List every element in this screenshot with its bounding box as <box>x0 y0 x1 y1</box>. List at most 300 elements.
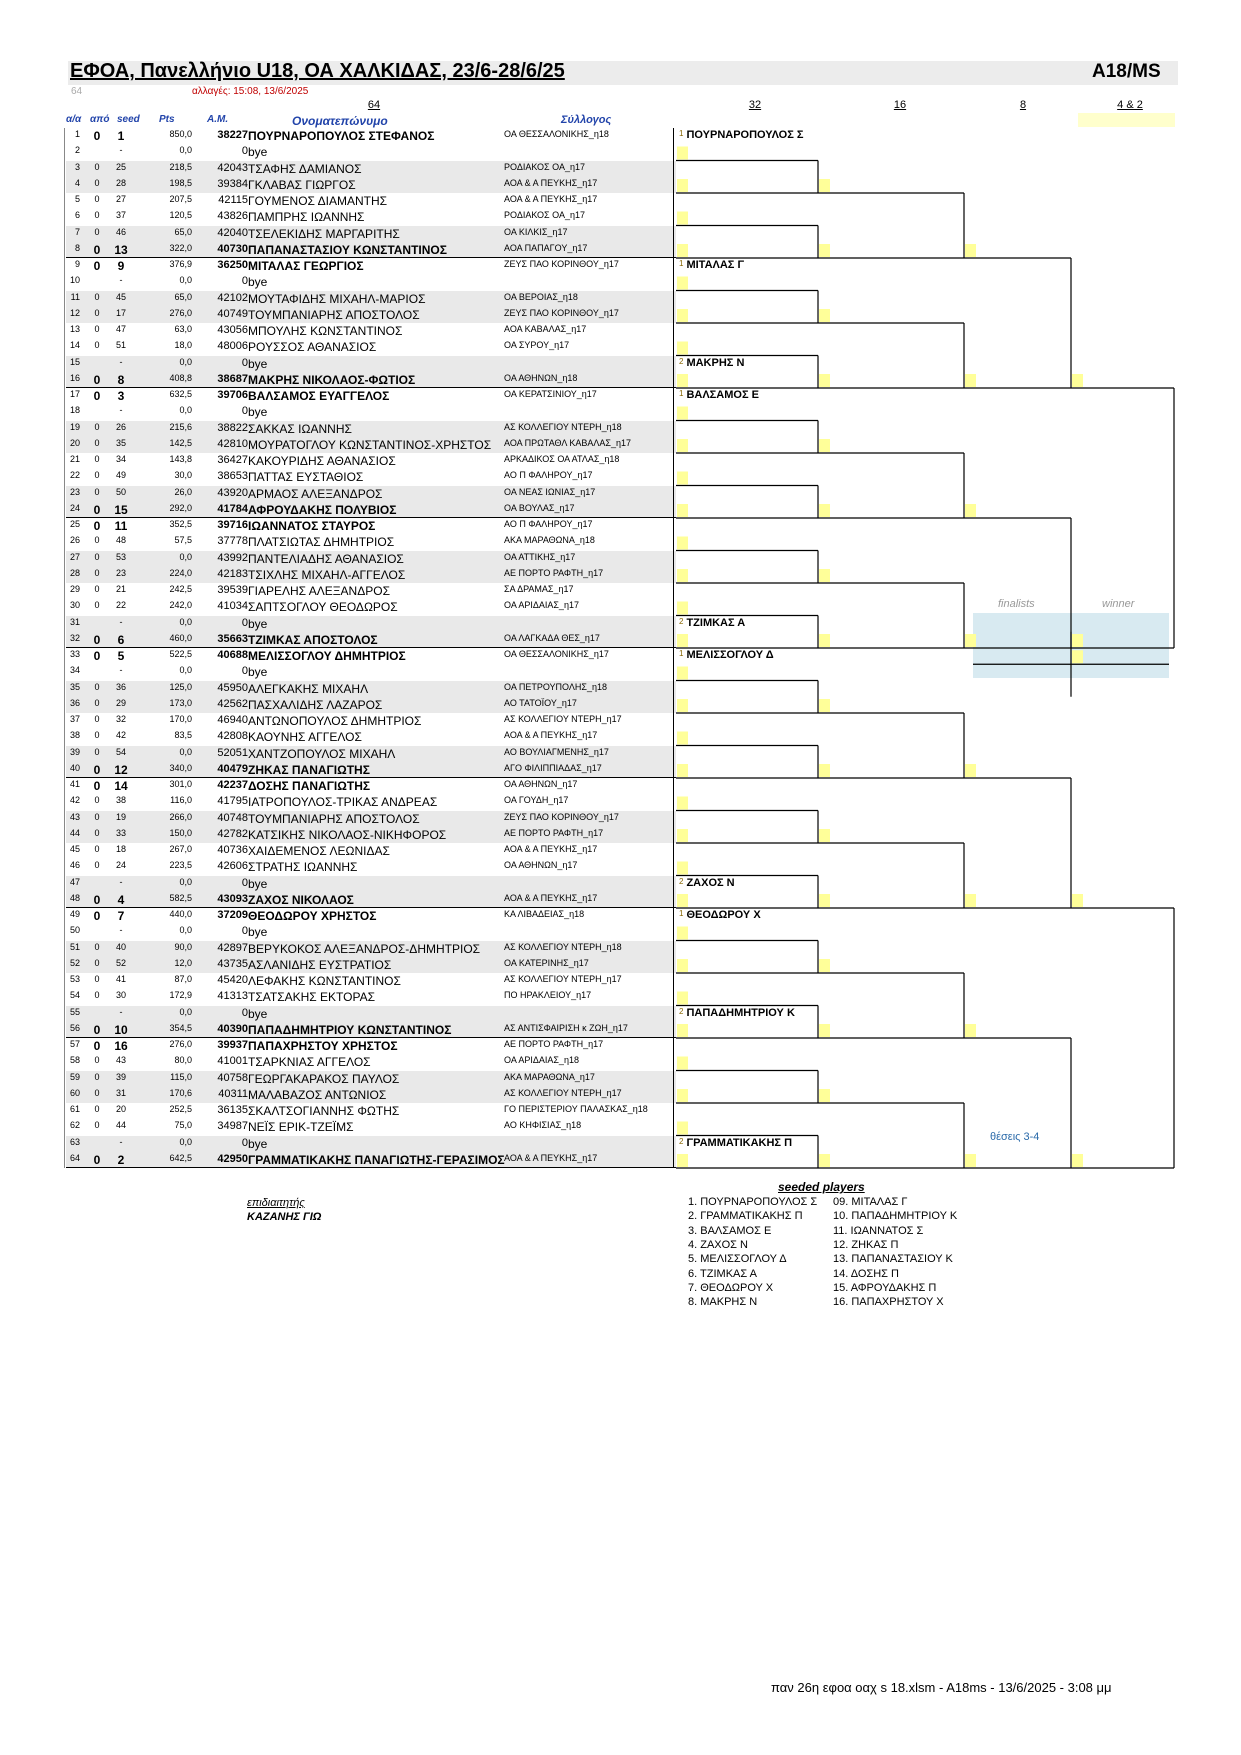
player-seed: 26 <box>115 421 126 432</box>
bracket-marker <box>819 764 830 777</box>
player-name: ΤΣΑΦΗΣ ΔΑΜΙΑΝΟΣ <box>248 161 362 176</box>
player-seed: 33 <box>115 827 126 838</box>
player-name: ΣΚΑΛΤΣΟΓΙΑΝΝΗΣ ΦΩΤΗΣ <box>248 1104 400 1118</box>
round32-name: ΜΙΤΑΛΑΣ Γ <box>686 259 745 271</box>
player-apo: 0 <box>94 437 100 448</box>
player-pts: 125,0 <box>169 681 192 692</box>
player-am: 36250 <box>217 259 248 271</box>
bracket-marker <box>819 244 830 257</box>
player-am: 39937 <box>217 1039 248 1051</box>
round32-player <box>679 1007 795 1019</box>
player-club: ΟΑ ΘΕΣΣΑΛΟΝΙΚΗΣ_η17 <box>504 649 609 659</box>
player-pts: 242,5 <box>169 584 192 594</box>
player-name: ΘΕΟΔΩΡΟΥ ΧΡΗΣΤΟΣ <box>248 909 377 923</box>
player-am: 39384 <box>217 177 248 190</box>
player-name: ΠΑΠΑΔΗΜΗΤΡΙΟΥ ΚΩΝΣΤΑΝΤΙΝΟΣ <box>248 1022 452 1037</box>
player-seed: 37 <box>115 210 126 221</box>
round32-player <box>679 129 804 141</box>
player-pts: 242,0 <box>169 600 192 611</box>
referee-title: επιδιαιτητής <box>247 1197 305 1209</box>
player-seed: 14 <box>114 779 128 793</box>
player-name: ΜΠΟΥΛΗΣ ΚΩΝΣΤΑΝΤΙΝΟΣ <box>248 324 403 338</box>
event-code: A18/MS <box>1092 61 1161 82</box>
round32-player <box>679 259 744 271</box>
player-aa: 21 <box>69 454 80 464</box>
player-seed: 43 <box>115 1055 126 1066</box>
player-aa: 19 <box>69 421 80 432</box>
player-seed: 1 <box>117 129 125 143</box>
seeded-player: 15. ΑΦΡΟΥΔΑΚΗΣ Π <box>833 1281 937 1294</box>
player-pts: 0,0 <box>179 665 192 676</box>
player-aa: 35 <box>69 681 80 692</box>
player-apo: 0 <box>94 811 100 822</box>
player-name: ΣΤΡΑΤΗΣ ΙΩΑΝΝΗΣ <box>248 860 358 875</box>
player-aa: 56 <box>69 1022 80 1033</box>
bracket-marker <box>1072 374 1083 387</box>
player-aa: 40 <box>69 762 80 773</box>
player-name: ΑΡΜΑΟΣ ΑΛΕΞΑΝΔΡΟΣ <box>248 486 383 501</box>
player-pts: 150,0 <box>169 827 192 838</box>
player-seed: 8 <box>117 372 125 387</box>
player-aa: 43 <box>69 811 80 822</box>
player-seed: 48 <box>115 535 126 546</box>
third-place-label: θέσεις 3-4 <box>990 1131 1040 1143</box>
player-am: 40688 <box>217 649 248 661</box>
player-name: bye <box>248 665 268 680</box>
player-name: ΙΩΑΝΝΑΤΟΣ ΣΤΑΥΡΟΣ <box>248 519 376 533</box>
round32-name: ΜΕΛΙΣΣΟΓΛΟΥ Δ <box>686 649 774 661</box>
seeded-player: 3. ΒΑΛΣΑΜΟΣ Ε <box>688 1224 772 1237</box>
seeded-player: 8. ΜΑΚΡΗΣ Ν <box>688 1296 758 1309</box>
bracket-marker <box>819 959 830 972</box>
player-pts: 223,5 <box>169 860 192 871</box>
player-pts: 0,0 <box>179 1006 192 1017</box>
player-club: ΟΑ ΝΕΑΣ ΙΩΝΙΑΣ_η17 <box>504 486 596 497</box>
player-pts: 173,0 <box>169 697 192 708</box>
player-seed: 20 <box>115 1104 126 1114</box>
bracket-marker <box>965 764 976 777</box>
round32-tag: 1 <box>679 389 684 398</box>
player-seed: 6 <box>117 632 125 647</box>
player-pts: 0,0 <box>179 405 192 416</box>
bracket-marker <box>677 927 688 940</box>
bracket-marker <box>819 1024 830 1037</box>
bracket-marker <box>677 1089 688 1102</box>
player-aa: 64 <box>69 1152 80 1163</box>
player-club: ΑΡΚΑΔΙΚΟΣ ΟΑ ΑΤΛΑΣ_η18 <box>504 454 620 464</box>
col-header-club: Σύλλογος <box>561 114 612 126</box>
bracket-marker <box>819 1089 830 1102</box>
bracket-marker <box>677 894 688 907</box>
player-pts: 267,0 <box>169 844 192 854</box>
player-seed: 45 <box>115 291 126 302</box>
bracket-marker <box>677 504 688 517</box>
player-name: ΣΑΚΚΑΣ ΙΩΑΝΝΗΣ <box>248 421 352 436</box>
bracket-marker <box>677 277 688 290</box>
player-pts: 224,0 <box>169 567 192 578</box>
player-club: ΑΟΑ & Α ΠΕΥΚΗΣ_η17 <box>504 730 598 741</box>
player-club: ΟΑ ΑΘΗΝΩΝ_η18 <box>504 372 578 383</box>
player-am: 48006 <box>217 340 248 353</box>
player-am: 38653 <box>217 470 248 483</box>
player-name: ΠΑΝΤΕΛΙΑΔΗΣ ΑΘΑΝΑΣΙΟΣ <box>248 551 404 566</box>
player-apo: 0 <box>94 486 100 497</box>
player-seed: 11 <box>114 519 128 533</box>
bracket-marker <box>677 472 688 485</box>
player-seed: - <box>119 145 123 156</box>
col-header-apo: από <box>90 114 110 125</box>
player-apo: 0 <box>93 1152 101 1167</box>
player-pts: 90,0 <box>174 941 192 952</box>
player-seed: 29 <box>115 697 126 708</box>
player-pts: 354,5 <box>169 1022 192 1033</box>
player-pts: 850,0 <box>169 129 192 139</box>
player-name: ΠΟΥΡΝΑΡΟΠΟΥΛΟΣ ΣΤΕΦΑΝΟΣ <box>248 129 435 143</box>
player-aa: 32 <box>69 632 80 643</box>
player-seed: 3 <box>117 389 125 403</box>
player-aa: 41 <box>69 779 80 789</box>
player-name: ΠΑΜΠΡΗΣ ΙΩΑΝΝΗΣ <box>248 210 365 225</box>
player-aa: 55 <box>69 1006 80 1017</box>
player-pts: 115,0 <box>170 1071 192 1082</box>
player-am: 0 <box>241 405 248 418</box>
player-apo: 0 <box>94 827 100 838</box>
player-name: bye <box>248 356 268 371</box>
player-apo: 0 <box>94 470 100 481</box>
player-seed: 22 <box>115 600 126 611</box>
bracket-marker <box>677 309 688 322</box>
player-apo: 0 <box>94 226 100 237</box>
player-seed: 35 <box>115 437 126 448</box>
player-pts: 0,0 <box>179 746 192 757</box>
bracket-marker <box>965 504 976 517</box>
player-aa: 51 <box>69 941 80 952</box>
player-seed: 18 <box>115 844 126 854</box>
player-seed: 5 <box>117 649 125 663</box>
seeded-player: 1. ΠΟΥΡΝΑΡΟΠΟΥΛΟΣ Σ <box>688 1196 818 1208</box>
player-club: ΟΑ ΛΑΓΚΑΔΑ ΘΕΣ_η17 <box>504 632 600 643</box>
player-club: ΖΕΥΣ ΠΑΟ ΚΟΡΙΝΘΟΥ_η17 <box>504 259 619 269</box>
player-pts: 170,6 <box>169 1087 192 1098</box>
player-aa: 31 <box>69 616 80 627</box>
player-name: bye <box>248 1136 268 1151</box>
player-club: ΟΑ ΒΟΥΛΑΣ_η17 <box>504 502 575 513</box>
player-aa: 27 <box>69 551 80 562</box>
player-pts: 642,5 <box>169 1152 192 1163</box>
player-club: ΚΑ ΛΙΒΑΔΕΙΑΣ_η18 <box>504 909 585 919</box>
player-am: 43735 <box>217 957 248 970</box>
round32-tag: 2 <box>679 1006 684 1016</box>
player-am: 42040 <box>217 226 248 239</box>
player-apo: 0 <box>94 421 100 432</box>
player-aa: 3 <box>74 161 80 172</box>
player-aa: 18 <box>69 405 80 416</box>
round32-name: ΠΑΠΑΔΗΜΗΤΡΙΟΥ Κ <box>686 1006 795 1019</box>
player-apo: 0 <box>94 551 100 562</box>
player-club: ΑΚΑ ΜΑΡΑΘΩΝΑ_η17 <box>504 1071 595 1082</box>
player-pts: 440,0 <box>169 909 192 919</box>
player-pts: 266,0 <box>169 811 192 822</box>
player-name: bye <box>248 925 268 940</box>
bracket-marker <box>677 212 688 225</box>
player-club: ΑΕ ΠΟΡΤΟ ΡΑΦΤΗ_η17 <box>504 827 604 838</box>
player-name: ΓΙΑΡΕΛΗΣ ΑΛΕΞΑΝΔΡΟΣ <box>248 584 390 598</box>
player-seed: 21 <box>115 584 126 594</box>
round-header-8: 8 <box>1019 99 1027 111</box>
player-am: 39716 <box>217 519 248 531</box>
player-am: 0 <box>241 1006 248 1019</box>
bracket-marker <box>965 634 976 647</box>
player-club: ΟΑ ΚΙΛΚΙΣ_η17 <box>504 226 568 237</box>
player-am: 0 <box>241 1136 248 1149</box>
player-name: bye <box>248 616 268 631</box>
player-aa: 34 <box>69 665 80 676</box>
player-am: 40749 <box>217 307 248 320</box>
player-apo: 0 <box>94 291 100 302</box>
player-seed: 47 <box>115 324 126 334</box>
player-aa: 59 <box>69 1071 80 1082</box>
player-aa: 8 <box>74 242 80 253</box>
player-aa: 39 <box>69 746 80 757</box>
player-am: 35663 <box>217 632 248 645</box>
player-apo: 0 <box>93 779 101 793</box>
bracket-marker <box>677 244 688 257</box>
player-apo: 0 <box>94 844 100 854</box>
player-name: ΚΑΟΥΝΗΣ ΑΓΓΕΛΟΣ <box>248 730 362 745</box>
player-club: ΑΣ ΚΟΛΛΕΓΙΟΥ ΝΤΕΡΗ_η17 <box>504 974 622 984</box>
player-name: ΖΑΧΟΣ ΝΙΚΟΛΑΟΣ <box>248 892 354 907</box>
player-apo: 0 <box>93 649 101 663</box>
bracket-marker <box>677 147 688 160</box>
player-aa: 45 <box>69 844 80 854</box>
player-apo: 0 <box>94 454 100 464</box>
player-seed: 38 <box>115 795 126 806</box>
col-header-aa: α/α <box>66 114 82 125</box>
player-club: ΑΟΑ & Α ΠΕΥΚΗΣ_η17 <box>504 194 598 204</box>
player-aa: 17 <box>69 389 80 399</box>
player-name: ΤΣΕΛΕΚΙΔΗΣ ΜΑΡΓΑΡΙΤΗΣ <box>248 226 400 241</box>
player-seed: 13 <box>114 242 128 257</box>
player-club: ΟΑ ΠΕΤΡΟΥΠΟΛΗΣ_η18 <box>504 681 607 692</box>
player-am: 36135 <box>217 1104 248 1116</box>
bracket-marker <box>677 634 688 647</box>
bracket-marker <box>819 374 830 387</box>
player-seed: 42 <box>115 730 126 741</box>
player-club: ΑΟΑ ΚΑΒΑΛΑΣ_η17 <box>504 324 587 334</box>
player-pts: 207,5 <box>169 194 192 204</box>
bracket-marker <box>677 342 688 355</box>
player-pts: 582,5 <box>169 892 192 903</box>
round32-player <box>679 357 744 369</box>
winner-label: winner <box>1102 598 1135 610</box>
player-name: ΙΑΤΡΟΠΟΥΛΟΣ-ΤΡΙΚΑΣ ΑΝΔΡΕΑΣ <box>248 795 438 810</box>
bracket-marker <box>677 862 688 875</box>
player-pts: 0,0 <box>179 616 192 627</box>
bracket-marker <box>677 179 688 192</box>
player-apo: 0 <box>94 161 100 172</box>
round32-player <box>679 909 761 921</box>
player-aa: 5 <box>74 194 80 204</box>
player-am: 40311 <box>218 1087 248 1100</box>
player-seed: 25 <box>115 161 126 172</box>
finalists-label: finalists <box>998 598 1035 610</box>
round32-name: ΒΑΛΣΑΜΟΣ Ε <box>686 389 759 401</box>
player-club: ΟΑ ΑΘΗΝΩΝ_η17 <box>504 860 578 871</box>
round32-tag: 1 <box>679 649 684 658</box>
player-aa: 10 <box>69 275 80 286</box>
player-pts: 276,0 <box>169 307 192 318</box>
player-apo: 0 <box>94 681 100 692</box>
player-am: 40748 <box>217 811 248 824</box>
seeded-players-title: seeded players <box>778 1180 865 1194</box>
player-apo: 0 <box>94 1087 100 1098</box>
player-club: ΑΓΟ ΦΙΛΙΠΠΙΑΔΑΣ_η17 <box>504 762 602 773</box>
player-apo: 0 <box>94 697 100 708</box>
player-aa: 46 <box>69 860 80 871</box>
player-aa: 24 <box>69 502 80 513</box>
player-aa: 48 <box>69 892 80 903</box>
player-aa: 11 <box>70 291 80 302</box>
player-aa: 9 <box>74 259 80 269</box>
bracket-marker <box>677 1024 688 1037</box>
player-apo: 0 <box>94 584 100 594</box>
bracket-marker <box>819 699 830 712</box>
player-am: 45950 <box>217 681 248 694</box>
player-am: 40390 <box>217 1022 248 1035</box>
round32-player <box>679 617 745 629</box>
player-seed: 2 <box>117 1152 125 1167</box>
player-seed: - <box>119 275 123 286</box>
bracket-marker <box>819 894 830 907</box>
player-aa: 16 <box>69 372 80 383</box>
player-pts: 120,5 <box>169 210 192 221</box>
player-club: ΟΑ ΒΕΡΟΙΑΣ_η18 <box>504 291 578 302</box>
player-name: ΜΟΥΡΑΤΟΓΛΟΥ ΚΩΝΣΤΑΝΤΙΝΟΣ-ΧΡΗΣΤΟΣ <box>248 437 492 452</box>
player-seed: 40 <box>115 941 126 952</box>
player-apo: 0 <box>94 1104 100 1114</box>
player-apo: 0 <box>93 242 101 257</box>
player-pts: 65,0 <box>174 226 192 237</box>
player-aa: 58 <box>69 1055 80 1066</box>
player-seed: 4 <box>117 892 125 907</box>
player-seed: - <box>119 356 123 367</box>
player-club: ΑΟ ΒΟΥΛΙΑΓΜΕΝΗΣ_η17 <box>504 746 609 757</box>
player-name: ΑΣΛΑΝΙΔΗΣ ΕΥΣΤΡΑΤΙΟΣ <box>248 957 392 972</box>
player-name: ΝΕΪΣ ΕΡΙΚ-ΤΖΕΪΜΣ <box>248 1120 354 1135</box>
player-seed: 27 <box>115 194 126 204</box>
player-pts: 198,5 <box>169 177 192 188</box>
footer: παν 26η εφοα οαχ s 18.xlsm - A18ms - 13/6/2025 - 3:08 μμ <box>771 1680 1112 1695</box>
player-name: ΠΑΠΑΝΑΣΤΑΣΙΟΥ ΚΩΝΣΤΑΝΤΙΝΟΣ <box>248 242 447 257</box>
player-am: 37209 <box>217 909 248 921</box>
player-pts: 376,9 <box>169 259 192 269</box>
player-apo: 0 <box>93 129 101 143</box>
player-club: ΑΣ ΚΟΛΛΕΓΙΟΥ ΝΤΕΡΗ_η18 <box>504 941 622 952</box>
player-name: ΣΑΠΤΣΟΓΛΟΥ ΘΕΟΔΩΡΟΣ <box>248 600 398 615</box>
player-seed: - <box>119 1006 123 1017</box>
player-aa: 50 <box>69 925 80 936</box>
player-club: ΣΑ ΔΡΑΜΑΣ_η17 <box>504 584 574 594</box>
player-am: 0 <box>241 275 248 288</box>
player-name: ΤΣΑΡΚΝΙΑΣ ΑΓΓΕΛΟΣ <box>248 1055 371 1070</box>
player-aa: 37 <box>69 714 80 724</box>
player-seed: 12 <box>114 762 128 777</box>
player-seed: 51 <box>115 340 126 351</box>
bracket-marker <box>965 1024 976 1037</box>
player-club: ΑΟΑ & Α ΠΕΥΚΗΣ_η17 <box>504 177 598 188</box>
player-pts: 0,0 <box>179 356 192 367</box>
player-seed: 19 <box>115 811 126 822</box>
player-seed: 44 <box>115 1120 126 1131</box>
player-pts: 142,5 <box>169 437 192 448</box>
round-header-32: 32 <box>748 99 762 111</box>
player-name: ΔΟΣΗΣ ΠΑΝΑΓΙΩΤΗΣ <box>248 779 371 793</box>
player-name: ΜΑΚΡΗΣ ΝΙΚΟΛΑΟΣ-ΦΩΤΙΟΣ <box>248 372 416 387</box>
player-seed: - <box>119 925 123 936</box>
player-apo: 0 <box>93 762 101 777</box>
player-aa: 52 <box>69 957 80 968</box>
bracket-marker <box>819 309 830 322</box>
player-club: ΟΑ ΣΥΡΟΥ_η17 <box>504 340 570 351</box>
player-pts: 522,5 <box>169 649 192 659</box>
bracket-marker <box>677 764 688 777</box>
player-am: 0 <box>241 925 248 938</box>
player-aa: 14 <box>69 340 80 351</box>
player-club: ΟΑ ΑΘΗΝΩΝ_η17 <box>504 779 578 789</box>
player-name: ΧΑΝΤΖΟΠΟΥΛΟΣ ΜΙΧΑΗΛ <box>248 746 396 761</box>
player-am: 37778 <box>217 535 248 548</box>
player-name: ΒΑΛΣΑΜΟΣ ΕΥΑΓΓΕΛΟΣ <box>248 389 390 403</box>
player-am: 39706 <box>217 389 248 401</box>
bracket-marker <box>819 829 830 842</box>
player-am: 41784 <box>217 502 248 515</box>
player-name: ΓΡΑΜΜΑΤΙΚΑΚΗΣ ΠΑΝΑΓΙΩΤΗΣ-ΓΕΡΑΣΙΜΟΣ <box>248 1152 505 1167</box>
player-pts: 30,0 <box>174 470 192 481</box>
player-apo: 0 <box>93 519 101 533</box>
player-am: 46940 <box>217 714 248 726</box>
player-pts: 83,5 <box>174 730 192 741</box>
player-pts: 18,0 <box>174 340 192 351</box>
player-pts: 0,0 <box>179 1136 192 1147</box>
player-aa: 49 <box>69 909 80 919</box>
round32-tag: 1 <box>679 909 684 918</box>
player-apo: 0 <box>94 194 100 204</box>
player-aa: 15 <box>69 356 80 367</box>
player-am: 43920 <box>217 486 248 499</box>
player-aa: 13 <box>69 324 80 334</box>
player-am: 39539 <box>217 584 248 596</box>
bracket-marker <box>819 569 830 582</box>
seeded-player: 11. ΙΩΑΝΝΑΤΟΣ Σ <box>833 1224 924 1237</box>
player-club: ΑΟΑ ΠΡΩΤΑΘΛ ΚΑΒΑΛΑΣ_η17 <box>504 437 631 448</box>
player-am: 40730 <box>217 242 248 255</box>
round32-tag: 2 <box>679 356 684 366</box>
player-name: ΚΑΚΟΥΡΙΔΗΣ ΑΘΑΝΑΣΙΟΣ <box>248 454 396 468</box>
player-pts: 75,0 <box>174 1120 192 1131</box>
seeded-player: 10. ΠΑΠΑΔΗΜΗΤΡΙΟΥ Κ <box>833 1210 958 1223</box>
seeded-player: 7. ΘΕΟΔΩΡΟΥ Χ <box>688 1281 774 1294</box>
draw-size: 64 <box>71 86 83 97</box>
bracket-marker <box>677 602 688 615</box>
bracket-marker <box>677 374 688 387</box>
player-name: ΤΟΥΜΠΑΝΙΑΡΗΣ ΑΠΟΣΤΟΛΟΣ <box>248 307 420 322</box>
player-apo: 0 <box>94 746 100 757</box>
player-am: 38227 <box>217 129 248 141</box>
player-seed: - <box>119 1136 123 1147</box>
player-am: 42810 <box>217 437 248 450</box>
player-am: 43992 <box>217 551 248 564</box>
player-am: 38822 <box>217 421 248 434</box>
